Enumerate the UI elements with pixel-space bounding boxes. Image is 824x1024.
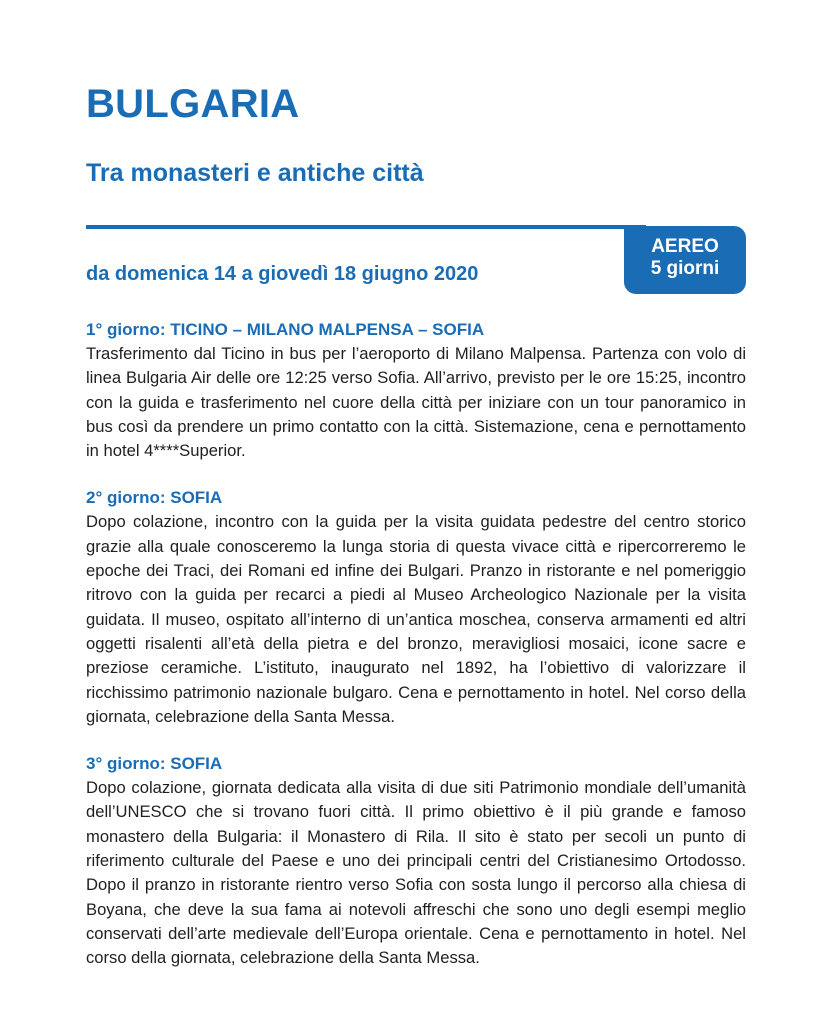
day-title: 3° giorno: SOFIA <box>86 754 223 774</box>
itinerary-day-1 <box>86 318 746 463</box>
day-title: 1° giorno: TICINO – MILANO MALPENSA – SOFIA <box>86 320 485 339</box>
day-description: Dopo colazione, giornata dedicata alla visita di due siti Patrimonio mondiale dell’umanità dell’UNESCO che si trovano fuori città. Il primo obiettivo è il più grande e famoso monastero della Bulgaria: il Monastero di Rila. Il sito è stato per secoli un punto di riferimento culturale del Paese e uno dei principali centri del Cristianesimo Ortodosso. Dopo il pranzo in ristorante rientro verso Sofia con sosta lungo il percorso alla chiesa di Boyana, che deve la sua fama ai notevoli affreschi che sono uno degli esempi meglio conservati dell’arte medievale dell’Europa orientale. Cena e pernottamento in hotel. Nel corso della giornata, celebrazione della Santa Messa. <box>86 778 746 968</box>
itinerary <box>86 318 746 994</box>
page-title: BULGARIA <box>86 82 300 126</box>
trip-dates: da domenica 14 a giovedì 18 giugno 2020 <box>86 263 479 285</box>
header-divider <box>86 225 646 229</box>
day-description: Trasferimento dal Ticino in bus per l’aeroporto di Milano Malpensa. Partenza con volo di linea Bulgaria Air delle ore 12:25 verso Sofia. All’arrivo, previsto per le ore 15:25, incontro con la guida e trasferimento nel cuore della città per iniziare con un tour panoramico in bus così da prendere un primo contatto con la città. Sistemazione, cena e pernottamento in hotel 4****Superior. <box>86 344 746 461</box>
itinerary-day-3 <box>86 752 746 970</box>
day-title: 2° giorno: SOFIA <box>86 488 223 508</box>
transport-badge <box>624 226 746 294</box>
badge-transport: AEREO <box>651 236 719 257</box>
badge-duration: 5 giorni <box>650 258 720 279</box>
day-description: Dopo colazione, incontro con la guida per la visita guidata pedestre del centro storico grazie alla quale conosceremo la lunga storia di questa vivace città e ripercorreremo le epoche dei Traci, dei Romani ed infine dei Bulgari. Pranzo in ristorante e nel pomeriggio ritrovo con la guida per recarci a piedi al Museo Archeologico Nazionale per la visita guidata. Il museo, ospitato all’interno di un’antica moschea, conserva armamenti ed altri oggetti risalenti all’età della pietra e del bronzo, meravigliosi mosaici, icone sacre e preziose ceramiche. L’istituto, inaugurato nel 1892, ha l’obiettivo di valorizzare il ricchissimo patrimonio nazionale bulgaro. Cena e pernottamento in hotel. Nel corso della giornata, celebrazione della Santa Messa. <box>86 512 746 726</box>
page-subtitle: Tra monasteri e antiche città <box>86 159 424 187</box>
itinerary-day-2 <box>86 486 746 729</box>
